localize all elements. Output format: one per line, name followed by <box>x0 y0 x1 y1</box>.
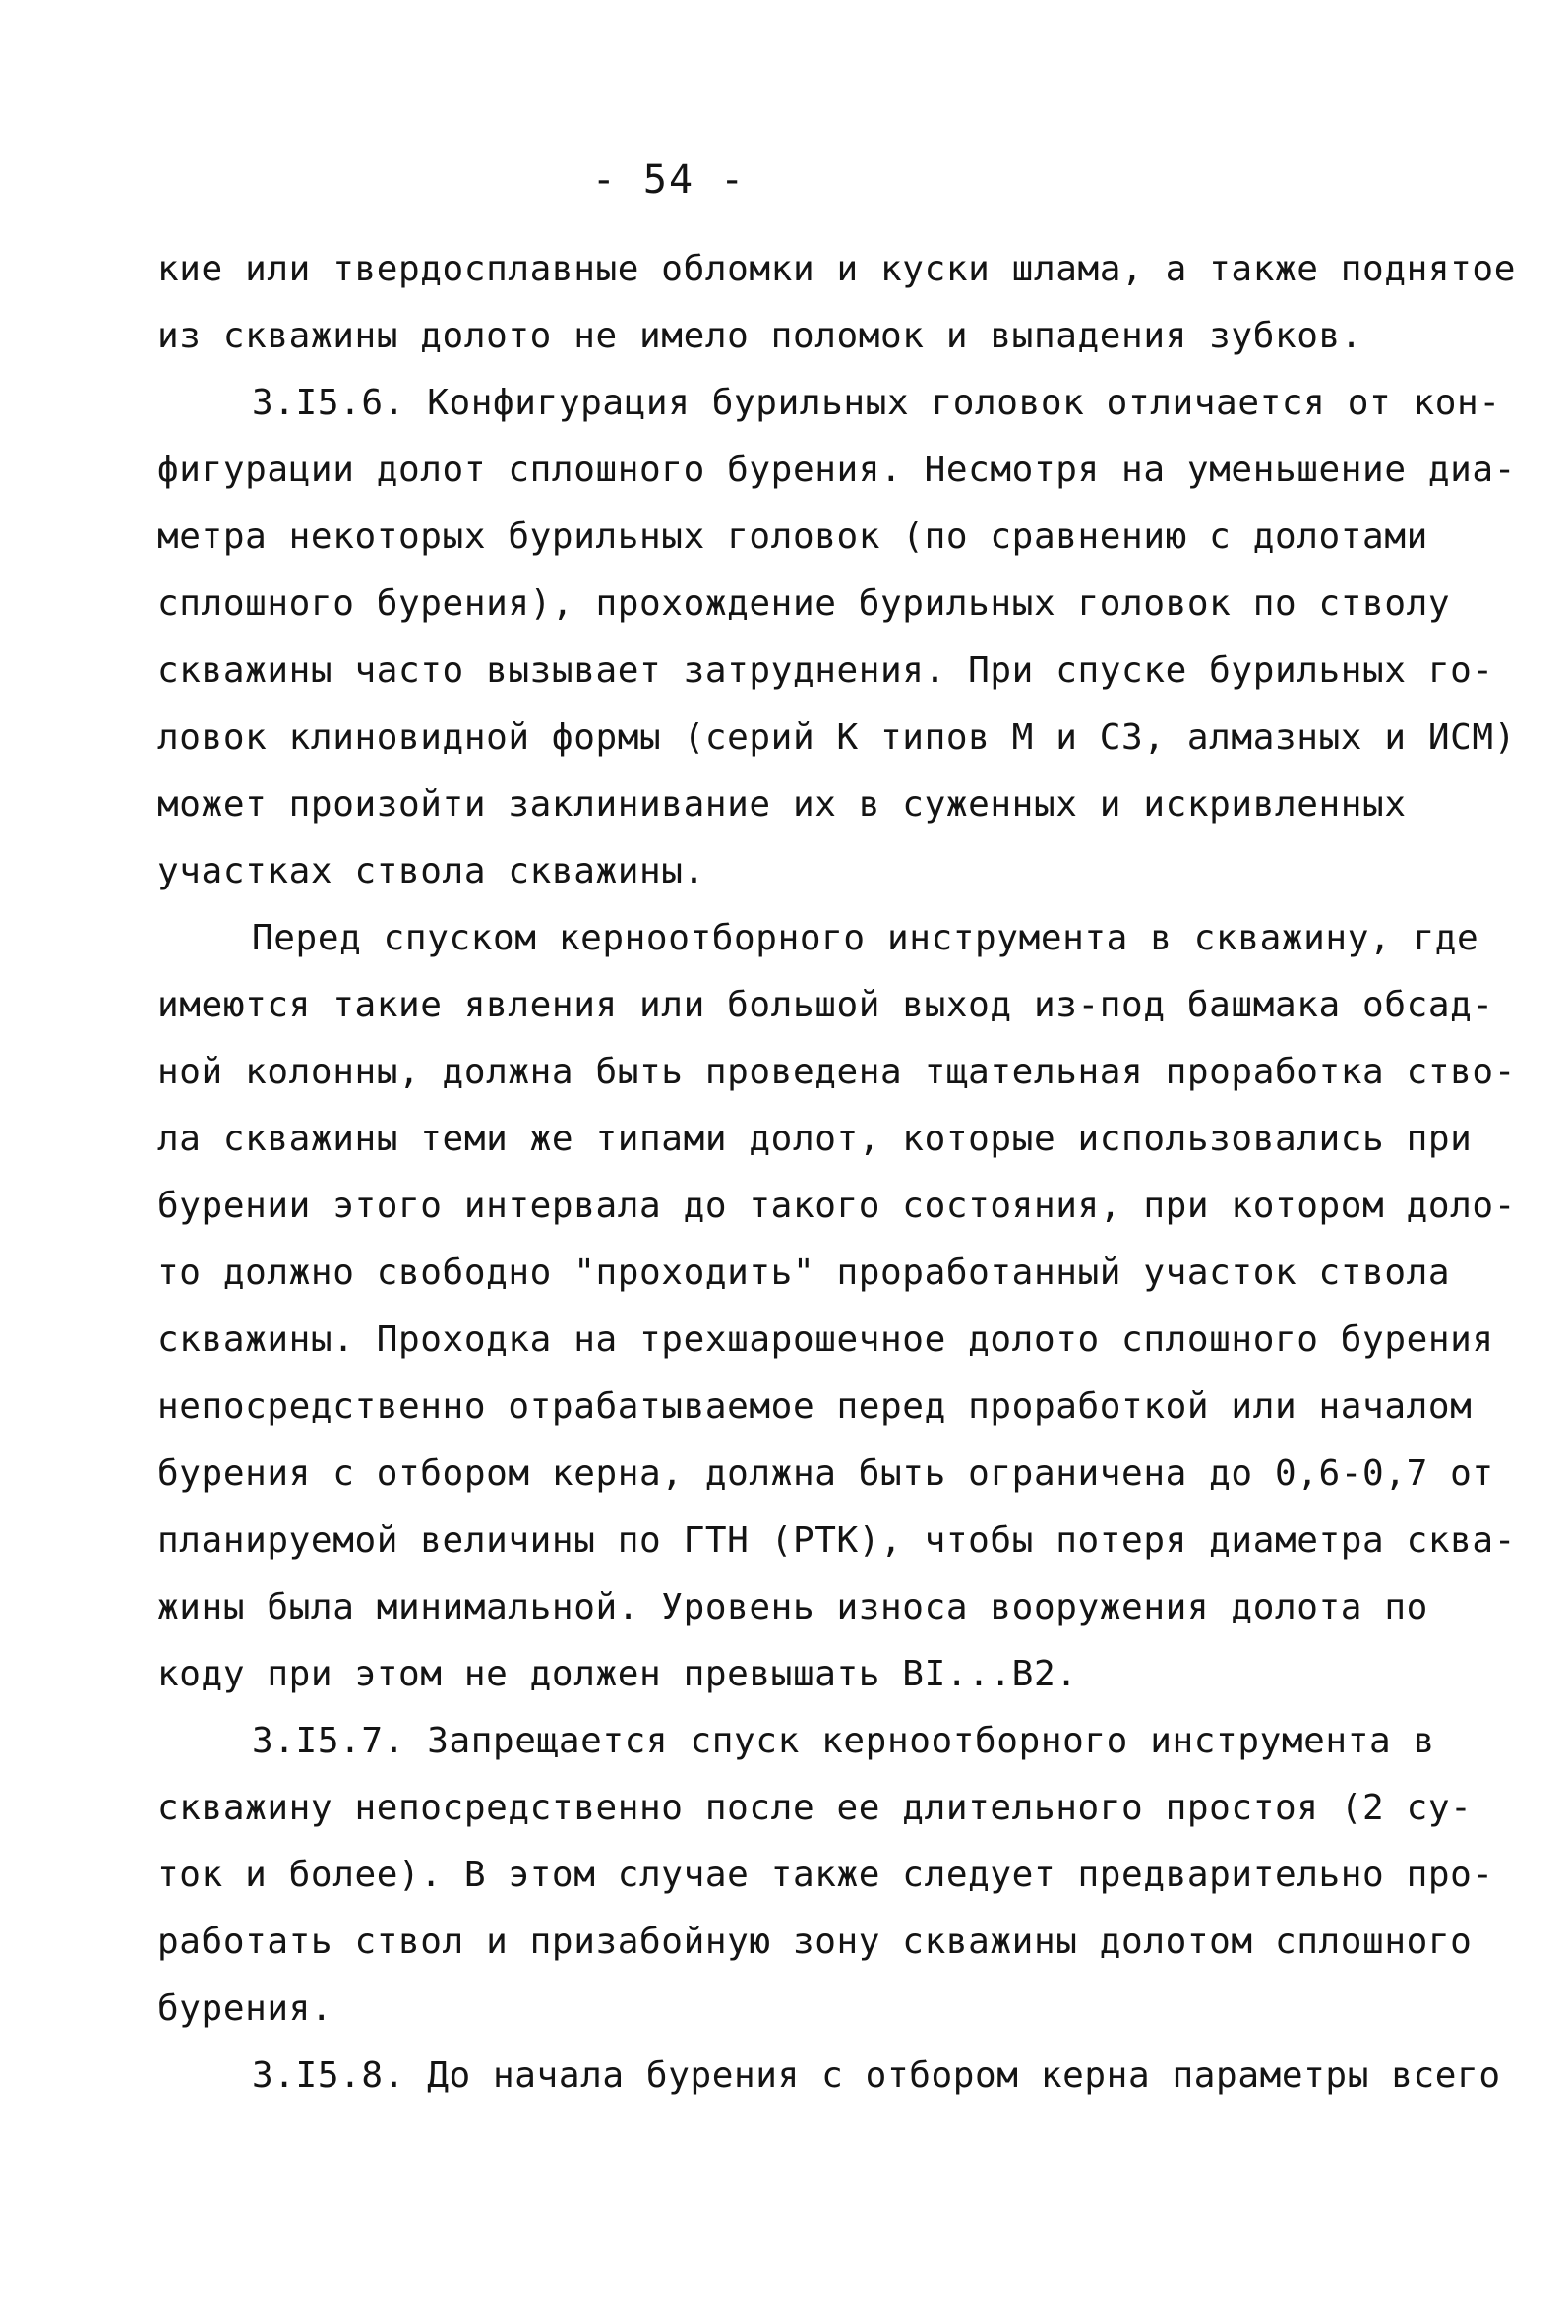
text-line: ла скважины теми же типами долот, которые использовались при <box>157 1119 1473 1159</box>
text-line: имеются такие явления или большой выход из-под башмака обсад- <box>157 985 1494 1025</box>
page-number: - 54 - <box>591 157 747 203</box>
text-line: бурения с отбором керна, должна быть ограничена до 0,6-0,7 от <box>157 1453 1494 1494</box>
text-line: то должно свободно "проходить" проработанный участок ствола <box>157 1253 1451 1293</box>
text-line: кие или твердосплавные обломки и куски шлама, а также поднятое <box>157 249 1516 289</box>
text-line: может произойти заклинивание их в суженных и искривленных <box>157 784 1407 825</box>
text-line: метра некоторых бурильных головок (по сравнению с долотами <box>157 517 1428 557</box>
text-line: 3.I5.6. Конфигурация бурильных головок отличается от кон- <box>252 383 1501 423</box>
text-line: скважины. Проходка на трехшарошечное долото сплошного бурения <box>157 1319 1494 1360</box>
text-line: участках ствола скважины. <box>157 851 705 891</box>
text-line: жины была минимальной. Уровень износа вооружения долота по <box>157 1587 1428 1627</box>
text-line: ловок клиновидной формы (серий К типов М и СЗ, алмазных и ИСМ) <box>157 717 1516 758</box>
body-text <box>157 236 1516 2110</box>
text-line: скважину непосредственно после ее длительного простоя (2 су- <box>157 1788 1473 1828</box>
text-line: планируемой величины по ГТН (РТК), чтобы потеря диаметра сква- <box>157 1520 1516 1560</box>
text-line: ной колонны, должна быть проведена тщательная проработка ство- <box>157 1052 1516 1092</box>
text-line: из скважины долото не имело поломок и выпадения зубков. <box>157 316 1363 356</box>
text-line: непосредственно отрабатываемое перед проработкой или началом <box>157 1386 1473 1427</box>
text-line: фигурации долот сплошного бурения. Несмотря на уменьшение диа- <box>157 450 1516 490</box>
text-line: бурении этого интервала до такого состояния, при котором доло- <box>157 1186 1516 1226</box>
text-line: 3.I5.7. Запрещается спуск керноотборного инструмента в <box>252 1721 1435 1761</box>
text-line: коду при этом не должен превышать ВI...В2. <box>157 1654 1078 1694</box>
text-line: сплошного бурения), прохождение бурильных головок по стволу <box>157 583 1451 624</box>
text-line: ток и более). В этом случае также следует предварительно про- <box>157 1855 1494 1895</box>
text-line: скважины часто вызывает затруднения. При спуске бурильных го- <box>157 650 1494 691</box>
text-line: работать ствол и призабойную зону скважины долотом сплошного <box>157 1922 1473 1962</box>
text-line: 3.I5.8. До начала бурения с отбором керна параметры всего <box>252 2055 1501 2096</box>
text-line: бурения. <box>157 1988 333 2029</box>
text-line: Перед спуском керноотборного инструмента в скважину, где <box>252 918 1479 958</box>
